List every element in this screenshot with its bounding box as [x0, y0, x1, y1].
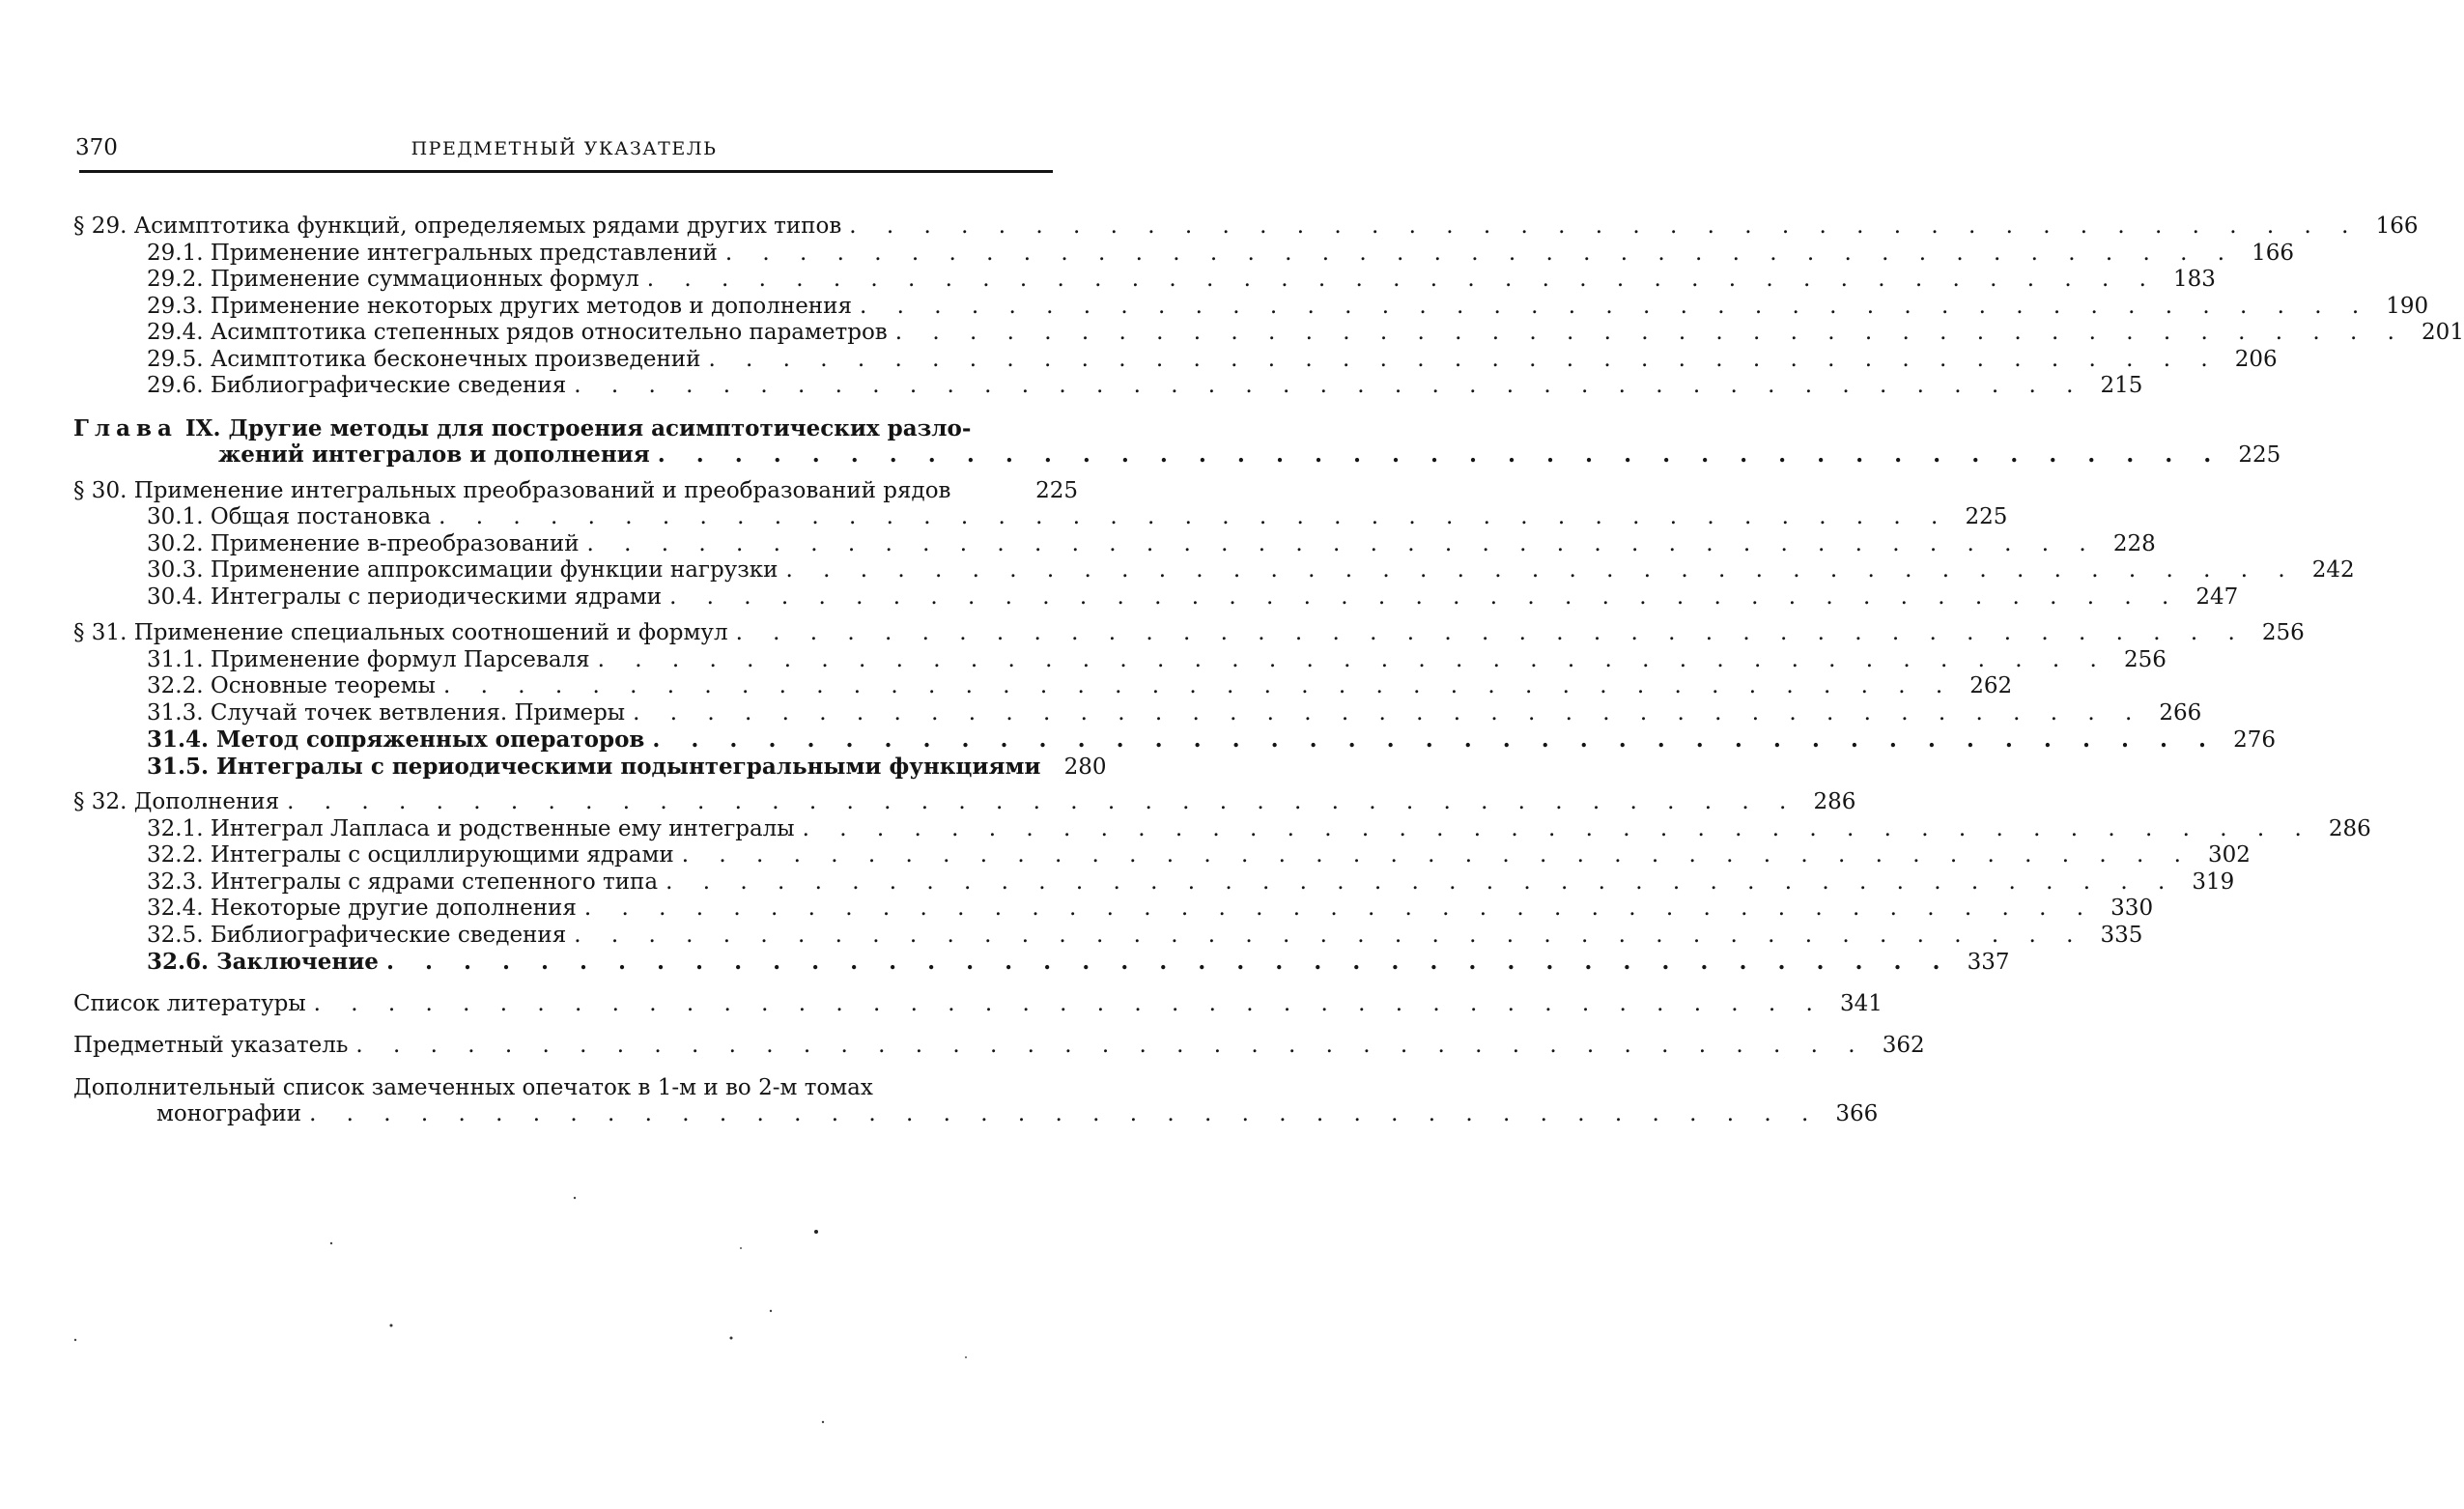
dot-leader: . . . . . . . . . . . . . . . . . . . . . . . . . . . . . . . . . . . . . . . . . [580, 531, 2098, 558]
toc-subject-index [73, 1033, 1078, 1060]
dot-leader: . . . . . . . . . . . . . . . . . . . . . . . . . . . . . . . . . . . . . . . . . [644, 726, 2218, 754]
dot-leader: . . . . . . . . . . . . . . . . . . . . . . . . . . . . . . . . . . . . . . . . . [306, 991, 1825, 1018]
toc-entry-page: 337 [1952, 950, 2010, 977]
speck [74, 1339, 76, 1341]
toc-entry-page: 206 [2220, 347, 2278, 374]
toc-entry-label: 32.1. Интеграл Лапласа и родственные ему интегралы [147, 816, 795, 843]
speck [390, 1324, 393, 1327]
toc-item [73, 923, 1078, 950]
toc-entry-label: 32.2. Основные теоремы [147, 673, 436, 700]
toc-entry-page: 183 [2158, 267, 2216, 294]
toc-entry-label: 29.6. Библиографические сведения [147, 373, 566, 400]
toc-entry-page: 215 [2084, 373, 2142, 400]
toc-section-32 [73, 789, 1078, 816]
toc-item [73, 700, 1078, 727]
dot-leader: . . . . . . . . . . . . . . . . . . . . . . . . . . . . . . . . . . . . . . . . . [279, 789, 1798, 816]
dot-leader: . . . . . . . . . . . . . . . . . . . . . . . . . . . . . . . . . . . . . . . . . [431, 504, 1949, 531]
speck [330, 1242, 332, 1244]
dot-leader: . . . . . . . . . . . . . . . . . . . . . . . . . . . . . . . . . . . . . . . . . [674, 842, 2193, 869]
toc-entry-page: 262 [1954, 673, 2012, 700]
toc-entry-label: § 30. Применение интегральных преобразований и преобразований рядов [73, 478, 951, 505]
toc-chapter-9 [73, 415, 1078, 442]
toc-entry-page: 341 [1825, 991, 1883, 1018]
speck [740, 1247, 742, 1249]
toc-entry-label: § 29. Асимптотика функций, определяемых рядами других типов [73, 214, 841, 241]
chapter-title: IX. Другие методы для построения асимптотических разло- [185, 415, 972, 441]
dot-leader: . . . . . . . . . . . . . . . . . . . . . . . . . . . . . . . . . . . . . . . . . [590, 647, 2109, 674]
toc-entry-page: 247 [2180, 584, 2238, 612]
toc-entry-label: 29.4. Асимптотика степенных рядов относительно параметров [147, 320, 888, 347]
toc-chapter-9-cont [73, 441, 1078, 469]
toc-entry-label: 31.3. Случай точек ветвления. Примеры [147, 700, 625, 727]
toc-references [73, 991, 1078, 1018]
toc-entry-label: 32.4. Некоторые другие дополнения [147, 896, 577, 923]
dot-leader: . . . . . . . . . . . . . . . . . . . . . . . . . . . . . . . . . . . . . . . . . [348, 1033, 1866, 1060]
dot-leader: . . . . . . . . . . . . . . . . . . . . . . . . . . . . . . . . . . . . . . . . . [650, 441, 2223, 469]
toc-item [73, 267, 1078, 294]
dot-leader: . . . . . . . . . . . . . . . . . . . . . . . . . . . . . . . . . . . . . . . . . [566, 923, 2084, 950]
dot-leader: . . . . . . . . . . . . . . . . . . . . . . . . . . . . . . . . . . . . . . . . . [658, 869, 2176, 897]
toc-entry-page: 266 [2143, 700, 2201, 727]
chapter-title-cont: жений интегралов и дополнения [218, 441, 650, 469]
speck [770, 1310, 772, 1312]
toc-entry-page: 286 [2313, 816, 2371, 843]
toc-entry-label: Дополнительный список замеченных опечаток в 1-м и во 2-м томах [73, 1075, 873, 1102]
toc-item [73, 754, 1078, 781]
toc-item [73, 673, 1078, 700]
dot-leader: . . . . . . . . . . . . . . . . . . . . . . . . . . . . . . . . . . . . . . . . . [379, 949, 1952, 976]
page-header [75, 135, 1053, 166]
toc-entry-page: 256 [2247, 620, 2305, 647]
toc-item [73, 241, 1078, 268]
toc-entry-label: 30.1. Общая постановка [147, 504, 431, 531]
dot-leader: . . . . . . . . . . . . . . . . . . . . . . . . . . . . . . . . . . . . . . . . . [577, 896, 2095, 923]
toc-item [73, 347, 1078, 374]
toc-entry-page: 280 [1049, 754, 1107, 782]
speck [574, 1197, 576, 1199]
toc-item [73, 816, 1078, 843]
toc-entry-label: 31.5. Интегралы с периодическими подынтегральными функциями [147, 754, 1041, 781]
speck [822, 1421, 824, 1423]
toc-entry-page: 330 [2095, 896, 2153, 923]
dot-leader: . . . . . . . . . . . . . . . . . . . . . . . . . . . . . . . . . . . . . . . . . [852, 294, 2370, 321]
toc-entry-label: 32.2. Интегралы с осциллирующими ядрами [147, 842, 674, 869]
toc-entry-page: 362 [1867, 1033, 1925, 1060]
toc-entry-page: 225 [1020, 478, 1078, 505]
toc-entry-label: 32.6. Заключение [147, 949, 379, 976]
dot-leader: . . . . . . . . . . . . . . . . . . . . . . . . . . . . . . . . . . . . . . . . . [625, 700, 2143, 727]
dot-leader: . . . . . . . . . . . . . . . . . . . . . . . . . . . . . . . . . . . . . . . . . [662, 584, 2180, 612]
toc-item [73, 504, 1078, 531]
toc-entry-label: 29.3. Применение некоторых других методов и дополнения [147, 294, 852, 321]
toc-entry-label: Предметный указатель [73, 1033, 348, 1060]
toc-item [73, 896, 1078, 923]
dot-leader: . . . . . . . . . . . . . . . . . . . . . . . . . . . . . . . . . . . . . . . . . [700, 347, 2219, 374]
toc-item [73, 842, 1078, 869]
header-rule [79, 170, 1053, 173]
dot-leader: . . . . . . . . . . . . . . . . . . . . . . . . . . . . . . . . . . . . . . . . . [436, 673, 1954, 700]
dot-leader: . . . . . . . . . . . . . . . . . . . . . . . . . . . . . . . . . . . . . . . . . [778, 557, 2296, 584]
toc-entry-page: 166 [2360, 214, 2418, 241]
toc-entry-label: 29.1. Применение интегральных представлений [147, 241, 718, 268]
dot-leader: . . . . . . . . . . . . . . . . . . . . . . . . . . . . . . . . . . . . . . . . . [888, 320, 2406, 347]
toc-entry-page: 225 [2223, 442, 2280, 470]
toc-item [73, 647, 1078, 674]
running-title: ПРЕДМЕТНЫЙ УКАЗАТЕЛЬ [75, 138, 1053, 159]
toc-entry-page: 366 [1820, 1101, 1878, 1128]
toc-entry-label: 29.5. Асимптотика бесконечных произведений [147, 347, 700, 374]
toc-entry-page: 256 [2109, 647, 2167, 674]
toc-item [73, 294, 1078, 321]
toc-section-31 [73, 620, 1078, 647]
toc-entry-label: § 31. Применение специальных соотношений и формул [73, 620, 728, 647]
toc-entry-page: 201 [2406, 320, 2464, 347]
toc-entry-page: 228 [2098, 531, 2156, 558]
toc-entry-label: § 32. Дополнения [73, 789, 279, 816]
toc-item [73, 869, 1078, 897]
toc-item [73, 557, 1078, 584]
toc-entry-page: 166 [2236, 241, 2294, 268]
page-number: 370 [75, 135, 118, 160]
toc-entry-page: 302 [2193, 842, 2251, 869]
toc-entry-label: 31.1. Применение формул Парсеваля [147, 647, 590, 674]
toc-errata-cont [73, 1101, 1078, 1128]
toc-entry-label: Список литературы [73, 991, 306, 1018]
table-of-contents [73, 214, 1078, 1128]
speck [814, 1230, 818, 1234]
dot-leader: . . . . . . . . . . . . . . . . . . . . . . . . . . . . . . . . . . . . . . . . . [728, 620, 2247, 647]
toc-entry-label-cont: монографии [156, 1101, 301, 1128]
dot-leader: . . . . . . . . . . . . . . . . . . . . . . . . . . . . . . . . . . . . . . . . . [841, 214, 2360, 241]
toc-item [73, 949, 1078, 976]
dot-leader: . . . . . . . . . . . . . . . . . . . . . . . . . . . . . . . . . . . . . . . . . [301, 1101, 1820, 1128]
toc-item [73, 320, 1078, 347]
toc-errata [73, 1075, 1078, 1102]
speck [730, 1337, 733, 1340]
toc-item [73, 531, 1078, 558]
toc-entry-label: 30.2. Применение в-преобразований [147, 531, 580, 558]
toc-entry-page: 335 [2084, 923, 2142, 950]
toc-entry-label: 29.2. Применение суммационных формул [147, 267, 639, 294]
toc-entry-label: 30.4. Интегралы с периодическими ядрами [147, 584, 662, 612]
toc-section-30 [73, 478, 1078, 505]
toc-entry-page: 242 [2297, 557, 2355, 584]
toc-item [73, 726, 1078, 754]
toc-section-29 [73, 214, 1078, 241]
toc-entry-label: 32.5. Библиографические сведения [147, 923, 566, 950]
toc-entry-page: 190 [2370, 294, 2428, 321]
toc-item [73, 584, 1078, 612]
chapter-prefix: Глава [73, 415, 178, 441]
toc-entry-label: 30.3. Применение аппроксимации функции нагрузки [147, 557, 778, 584]
speck [965, 1356, 967, 1358]
toc-entry-page: 225 [1949, 504, 2007, 531]
toc-item [73, 373, 1078, 400]
toc-entry-label: 32.3. Интегралы с ядрами степенного типа [147, 869, 658, 897]
toc-entry-page: 319 [2176, 869, 2234, 897]
dot-leader: . . . . . . . . . . . . . . . . . . . . . . . . . . . . . . . . . . . . . . . . . [639, 267, 2158, 294]
dot-leader: . . . . . . . . . . . . . . . . . . . . . . . . . . . . . . . . . . . . . . . . . [718, 241, 2236, 268]
dot-leader: . . . . . . . . . . . . . . . . . . . . . . . . . . . . . . . . . . . . . . . . . [566, 373, 2084, 400]
toc-entry-page: 286 [1798, 789, 1855, 816]
dot-leader: . . . . . . . . . . . . . . . . . . . . . . . . . . . . . . . . . . . . . . . . . [795, 816, 2313, 843]
toc-entry-label: 31.4. Метод сопряженных операторов [147, 726, 644, 754]
toc-entry-page: 276 [2218, 727, 2276, 754]
